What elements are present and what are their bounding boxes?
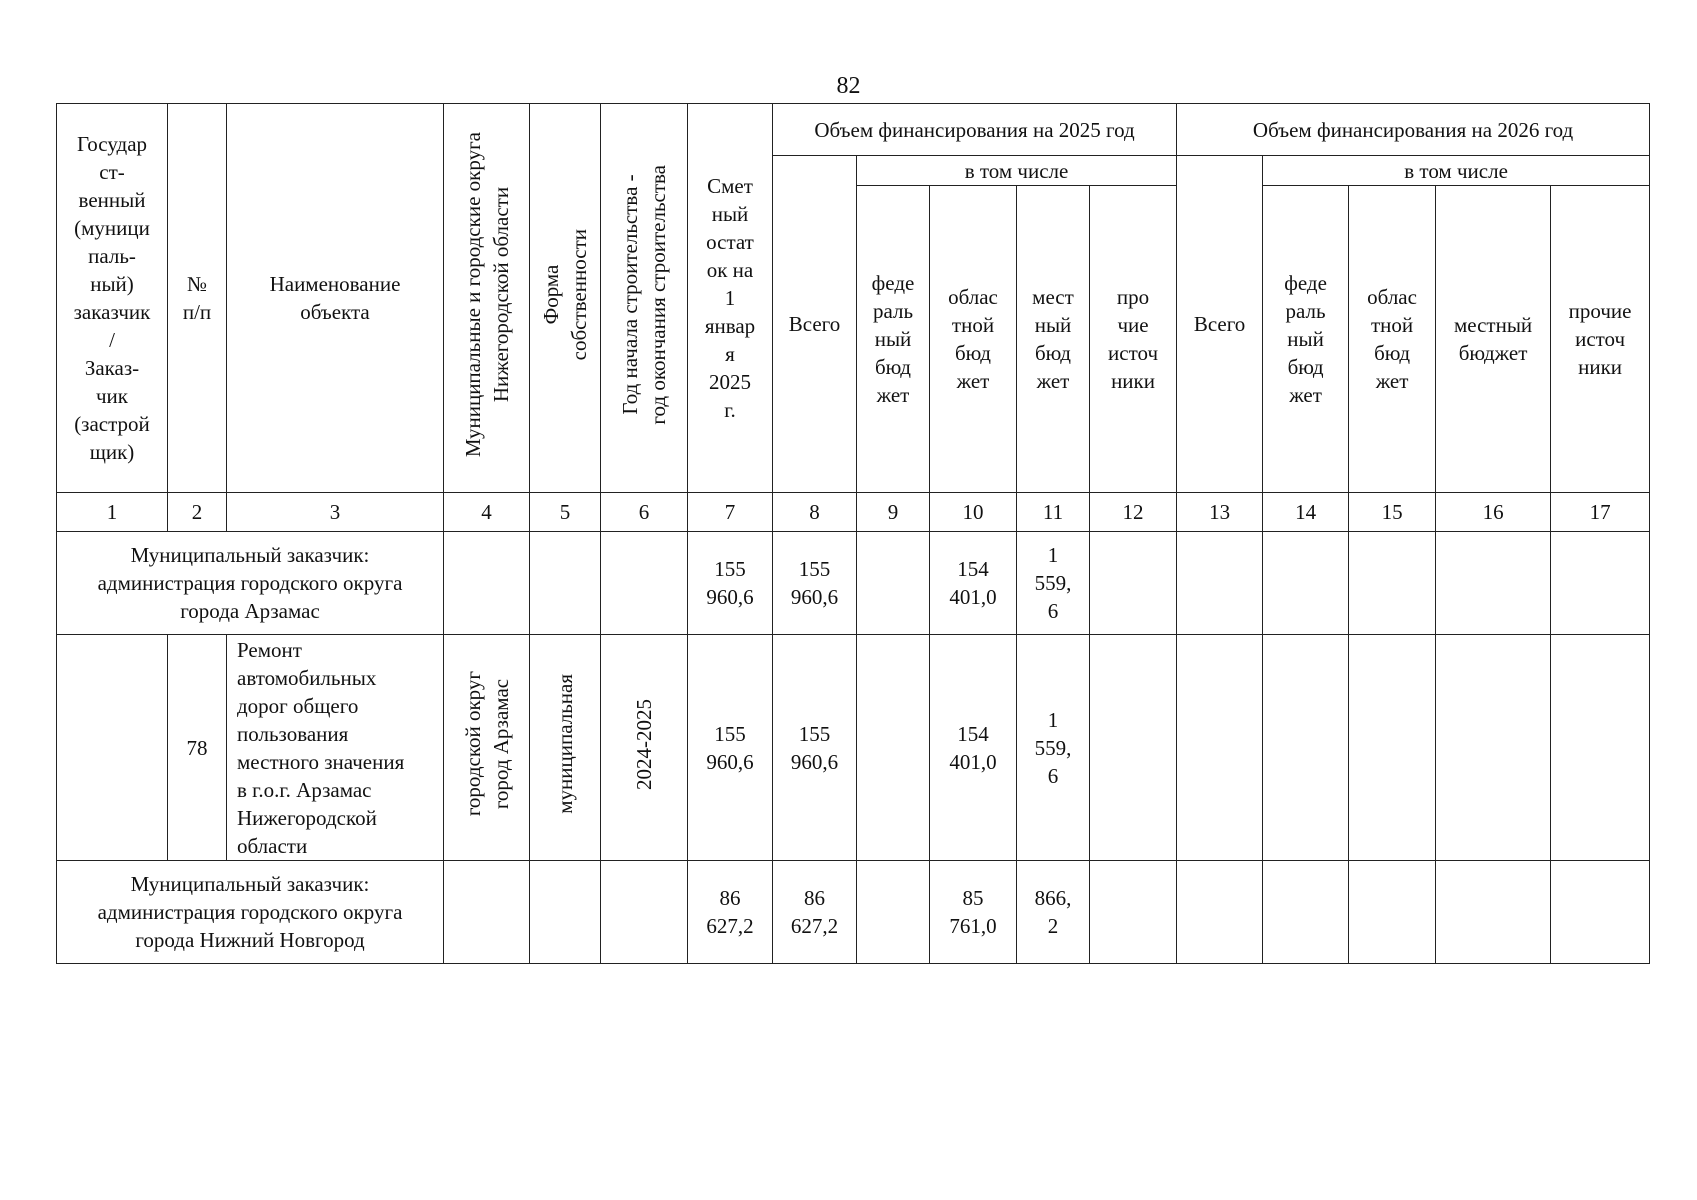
cell-local-2026 [1436, 532, 1551, 635]
cell-federal-2025 [857, 635, 930, 861]
cell-local-2025: 1 559, 6 [1017, 532, 1090, 635]
header-total-2026: Всего [1177, 156, 1263, 493]
column-number: 15 [1349, 493, 1436, 532]
column-number: 11 [1017, 493, 1090, 532]
cell-other-2026 [1551, 635, 1650, 861]
cell-total-2026 [1177, 635, 1263, 861]
column-number: 9 [857, 493, 930, 532]
cell-object-name: Ремонт автомобильных дорог общего пользования местного значения в г.о.г. Арзамас Нижегородской области [227, 635, 444, 861]
cell-municipality [444, 635, 530, 861]
header-fin-2025: Объем финансирования на 2025 год [773, 104, 1177, 156]
cell-ownership [530, 861, 601, 964]
cell-local-2026 [1436, 635, 1551, 861]
header-row-1 [57, 104, 1650, 156]
cell-other-2025 [1090, 532, 1177, 635]
column-number: 4 [444, 493, 530, 532]
cell-total-2025: 86 627,2 [773, 861, 857, 964]
cell-ownership [530, 635, 601, 861]
header-ownership-text: Форма собственности [539, 228, 591, 361]
header-years [601, 104, 688, 493]
cell-municipality [444, 532, 530, 635]
cell-other-2026 [1551, 861, 1650, 964]
cell-years [601, 861, 688, 964]
cell-num: 78 [168, 635, 227, 861]
cell-local-2025: 1 559, 6 [1017, 635, 1090, 861]
header-local-2026: местный бюджет [1436, 186, 1551, 493]
cell-municipality-text: городской округ город Арзамас [460, 671, 513, 817]
column-number: 13 [1177, 493, 1263, 532]
cell-local-2026 [1436, 861, 1551, 964]
header-estimate-balance: Смет ный остат ок на 1 январ я 2025 г. [688, 104, 773, 493]
column-number: 16 [1436, 493, 1551, 532]
header-regional-2026: облас тной бюд жет [1349, 186, 1436, 493]
cell-total-2025: 155 960,6 [773, 635, 857, 861]
column-number: 17 [1551, 493, 1650, 532]
cell-federal-2026 [1263, 532, 1349, 635]
cell-other-2025 [1090, 635, 1177, 861]
cell-regional-2025: 85 761,0 [930, 861, 1017, 964]
header-total-2025: Всего [773, 156, 857, 493]
cell-estimate-balance: 86 627,2 [688, 861, 773, 964]
cell-other-2025 [1090, 861, 1177, 964]
header-ownership [530, 104, 601, 493]
column-number: 2 [168, 493, 227, 532]
page-number: 82 [836, 73, 861, 99]
header-federal-2025: феде раль ный бюд жет [857, 186, 930, 493]
cell-years [601, 635, 688, 861]
table-row-arzamas-customer [57, 532, 1650, 635]
cell-total-2025: 155 960,6 [773, 532, 857, 635]
cell-regional-2026 [1349, 861, 1436, 964]
header-including-2026: в том числе [1263, 156, 1650, 186]
cell-federal-2025 [857, 861, 930, 964]
column-number: 8 [773, 493, 857, 532]
cell-federal-2025 [857, 532, 930, 635]
column-number: 14 [1263, 493, 1349, 532]
cell-municipality [444, 861, 530, 964]
header-regional-2025: облас тной бюд жет [930, 186, 1017, 493]
column-number: 12 [1090, 493, 1177, 532]
cell-ownership [530, 532, 601, 635]
cell-years [601, 532, 688, 635]
cell-total-2026 [1177, 861, 1263, 964]
cell-customer [57, 635, 168, 861]
column-number: 10 [930, 493, 1017, 532]
cell-federal-2026 [1263, 861, 1349, 964]
header-object-name: Наименование объекта [227, 104, 444, 493]
cell-other-2026 [1551, 532, 1650, 635]
cell-regional-2025: 154 401,0 [930, 532, 1017, 635]
customer-name: Муниципальный заказчик: администрация городского округа города Арзамас [57, 532, 444, 635]
header-municipality-text: Муниципальные и городские округа Нижегородской области [460, 131, 513, 458]
table-row-object-78 [57, 635, 1650, 861]
column-number: 7 [688, 493, 773, 532]
column-number: 5 [530, 493, 601, 532]
column-number: 6 [601, 493, 688, 532]
header-other-2026: прочие источ ники [1551, 186, 1650, 493]
header-local-2025: мест ный бюд жет [1017, 186, 1090, 493]
cell-federal-2026 [1263, 635, 1349, 861]
cell-years-text: 2024-2025 [632, 698, 656, 790]
cell-regional-2026 [1349, 532, 1436, 635]
cell-regional-2025: 154 401,0 [930, 635, 1017, 861]
cell-local-2025: 866, 2 [1017, 861, 1090, 964]
cell-estimate-balance: 155 960,6 [688, 635, 773, 861]
header-including-2025: в том числе [857, 156, 1177, 186]
column-number: 1 [57, 493, 168, 532]
customer-name: Муниципальный заказчик: администрация городского округа города Нижний Новгород [57, 861, 444, 964]
header-federal-2026: феде раль ный бюд жет [1263, 186, 1349, 493]
cell-total-2026 [1177, 532, 1263, 635]
header-municipality [444, 104, 530, 493]
column-number-row [57, 493, 1650, 532]
header-fin-2026: Объем финансирования на 2026 год [1177, 104, 1650, 156]
column-number: 3 [227, 493, 444, 532]
header-years-text: Год начала строительства - год окончания строительства [618, 164, 670, 425]
header-other-2025: про чие источ ники [1090, 186, 1177, 493]
cell-regional-2026 [1349, 635, 1436, 861]
cell-estimate-balance: 155 960,6 [688, 532, 773, 635]
table-row-nn-customer [57, 861, 1650, 964]
cell-ownership-text: муниципальная [553, 674, 577, 814]
header-customer: Государ ст- венный (муници паль- ный) заказчик / Заказ- чик (застрой щик) [57, 104, 168, 493]
financing-table [56, 103, 1650, 964]
header-num: № п/п [168, 104, 227, 493]
